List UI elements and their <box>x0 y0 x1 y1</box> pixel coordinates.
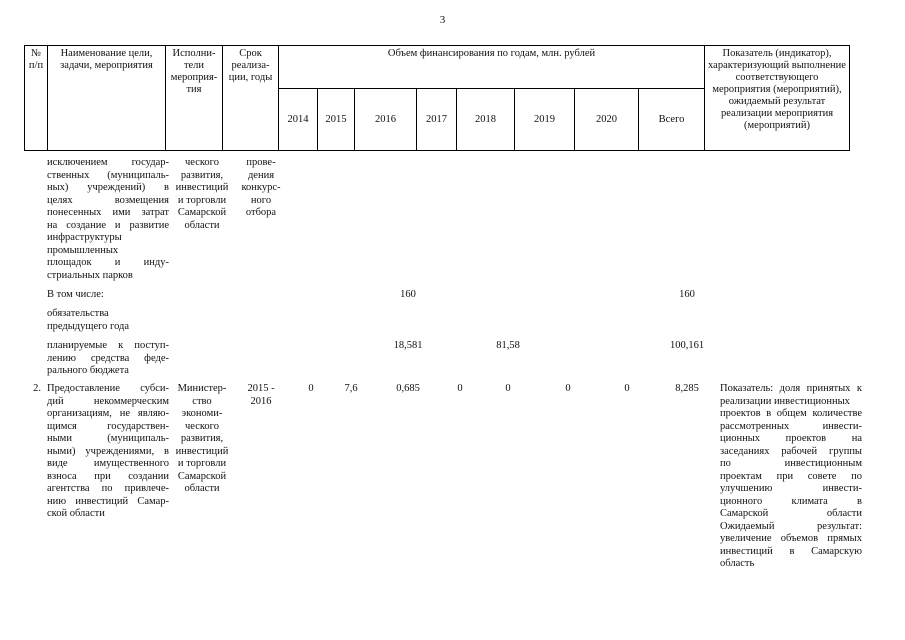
sub1-value-2016: 160 <box>400 289 416 300</box>
header-year-2018: 2018 <box>457 89 515 151</box>
text-line: взноса при создании <box>47 470 169 482</box>
header-executors: Исполни-тели мероприя-тия <box>166 46 223 151</box>
text-line: конкурс- <box>241 182 281 193</box>
text-line: исключением государ- <box>47 157 169 168</box>
header-term: Срок реализа-ции, годы <box>223 46 279 151</box>
row1-executors <box>172 157 232 232</box>
text-line: планируемые к поступ- <box>47 340 169 351</box>
text-line: предыдущего года <box>47 320 130 332</box>
text-line: Самарской области <box>720 508 862 519</box>
header-year-2014: 2014 <box>279 89 318 151</box>
header-table <box>24 45 850 151</box>
text-line: инфраструктуры <box>47 232 122 243</box>
text-line: виде имущественного <box>47 458 169 469</box>
text-line: лению средства феде- <box>47 352 169 364</box>
text-line: Самарской <box>177 470 227 482</box>
row2-value-2018: 0 <box>505 383 511 394</box>
sub1-value-total: 160 <box>679 289 695 300</box>
text-line: ческого <box>185 420 219 432</box>
text-line: ционных проектов на <box>720 433 862 444</box>
row2-name <box>47 383 169 521</box>
text-line: нию инвестиций Самар- <box>47 495 169 507</box>
row1-term <box>236 157 286 220</box>
row2-value-2020: 0 <box>624 383 630 394</box>
text-line: 2016 <box>250 395 272 407</box>
row2-executors <box>172 383 232 496</box>
header-total: Всего <box>639 89 705 151</box>
text-line: агентства по привлече- <box>47 483 169 494</box>
text-line: ных) учреждений) в <box>47 182 169 193</box>
sub1-label: В том числе: <box>47 289 104 300</box>
text-line: Самарской <box>177 207 227 218</box>
sub3-value-2016: 18,581 <box>393 340 423 351</box>
header-year-2019: 2019 <box>515 89 575 151</box>
row2-indicator <box>720 383 862 571</box>
text-line: проектов в общем количестве <box>720 408 862 419</box>
text-line: понесенных ими затрат <box>47 207 169 218</box>
text-line: ство <box>192 395 212 407</box>
text-line: прове- <box>246 157 276 168</box>
text-line: инвестиций в Самарскую <box>720 545 862 557</box>
text-line: площадок и инду- <box>47 257 169 268</box>
text-line: ными (муниципаль- <box>47 433 169 444</box>
text-line: и торговли <box>177 458 227 469</box>
row1-name <box>47 157 169 282</box>
row2-term <box>236 383 286 408</box>
sub3-value-2018: 81,58 <box>496 340 520 351</box>
text-line: инвестиций <box>175 445 229 457</box>
sub2-label <box>47 308 169 333</box>
sub3-value-total: 100,161 <box>669 340 705 351</box>
text-line: экономи- <box>181 408 223 419</box>
text-line: увеличение объемов прямых <box>720 533 862 544</box>
text-line: Министер- <box>177 383 227 394</box>
text-line: рассмотренных инвести- <box>720 420 862 432</box>
row2-value-total: 8,285 <box>675 383 699 394</box>
sub3-label <box>47 340 169 378</box>
text-line: улучшению инвести- <box>720 483 862 494</box>
text-line: ного <box>250 194 272 206</box>
header-num: № п/п <box>25 46 48 151</box>
text-line: щимся государствен- <box>47 420 169 432</box>
text-line: области <box>184 219 220 231</box>
text-line: развития, <box>180 169 224 181</box>
row2-value-2014: 0 <box>308 383 314 394</box>
text-line: заседаниях рабочей группы <box>720 445 862 457</box>
text-line: дения <box>247 169 275 181</box>
row2-value-2017: 0 <box>457 383 463 394</box>
header-year-2016: 2016 <box>355 89 417 151</box>
header-year-2015: 2015 <box>318 89 355 151</box>
text-line: и торговли <box>177 194 227 206</box>
text-line: ными) учреждениями, в <box>47 445 169 457</box>
text-line: ческого <box>185 157 219 168</box>
row2-number: 2. <box>33 383 41 394</box>
header-financing: Объем финансирования по годам, млн. рублей <box>279 46 705 89</box>
text-line: обязательства <box>47 308 109 319</box>
text-line: отбора <box>245 207 277 218</box>
text-line: организациям, не являю- <box>47 408 169 419</box>
text-line: область <box>720 558 755 569</box>
header-year-2020: 2020 <box>575 89 639 151</box>
row2-value-2016: 0,685 <box>396 383 420 394</box>
text-line: по инвестиционным <box>720 458 862 469</box>
text-line: реализации инвестиционных <box>720 395 850 407</box>
text-line: области <box>184 483 220 494</box>
text-line: Ожидаемый результат: <box>720 520 862 532</box>
row2-value-2015: 7,6 <box>344 383 358 394</box>
text-line: целях возмещения <box>47 194 169 206</box>
text-line: развития, <box>180 433 224 444</box>
text-line: промышленных <box>47 244 119 256</box>
row2-value-2019: 0 <box>565 383 571 394</box>
text-line: на создание и развитие <box>47 219 169 231</box>
header-indicator: Показатель (индикатор), характеризующий выполнение соответствующего мероприятия (мероприятий), ожидаемый результат реализации мероприятия (мероприятий) <box>705 46 850 151</box>
header-year-2017: 2017 <box>417 89 457 151</box>
header-name: Наименование цели, задачи, мероприятия <box>48 46 166 151</box>
text-line: 2015 - <box>247 383 275 394</box>
text-line: ской области <box>47 508 105 519</box>
text-line: дий некоммерческим <box>47 395 169 407</box>
text-line: инвестиций <box>175 182 229 193</box>
page-number: 3 <box>439 14 446 26</box>
text-line: ционного климата в <box>720 495 862 507</box>
text-line: Показатель: доля принятых к <box>720 383 862 394</box>
text-line: проектам при совете по <box>720 470 862 482</box>
text-line: ственных (муниципаль- <box>47 169 169 181</box>
text-line: Предоставление субси- <box>47 383 169 394</box>
text-line: стриальных парков <box>47 269 133 281</box>
text-line: рального бюджета <box>47 365 129 376</box>
